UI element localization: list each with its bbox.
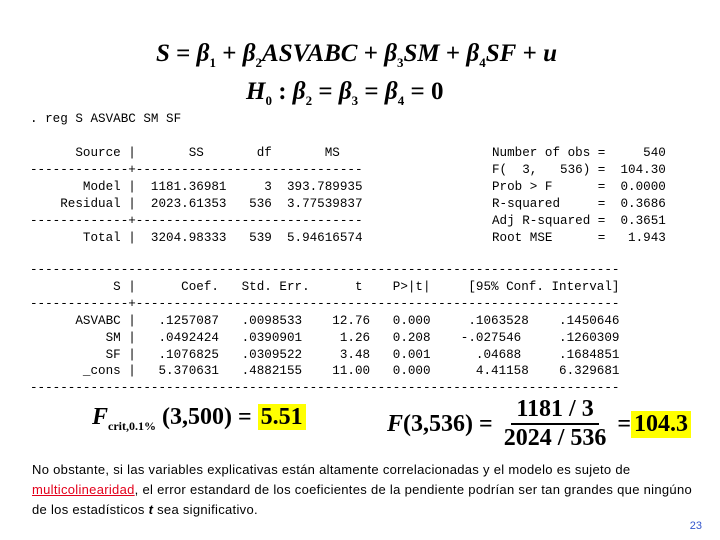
- t-symbol: t: [148, 502, 154, 517]
- anova-row: Residual | 2023.61353 536 3.77539837: [30, 196, 363, 211]
- coef-header-row: S | Coef. Std. Err. t P>|t| [95% Conf. Interval]: [30, 279, 620, 294]
- table-rule: ------------------------------------------------------------------------------: [30, 381, 620, 396]
- table-rule: ------------------------------------------------------------------------------: [30, 263, 620, 277]
- f-numerator: 1181 / 3: [511, 396, 598, 425]
- f-critical-equation: $F_{crit,0.1\%}$ (3,500) = 5.51: [92, 404, 306, 434]
- fit-statistics: [492, 145, 666, 246]
- coef-row-cons: _cons | 5.370631 .4882155 11.00 0.000 4.41158 6.329681: [30, 364, 620, 379]
- fit-stat-row: Prob > F = 0.0000: [492, 179, 666, 194]
- explanation-text: No obstante, si las variables explicativas están altamente correlacionadas y el modelo es sujeto de multicolinearidad, el error estandard de los coeficientes de la pendiente podrían ser tan grandes que ningúno de los estadísticos t sea significativo.: [32, 462, 693, 517]
- f-fraction: [499, 396, 612, 452]
- coef-row-sm: SM | .0492424 .0390901 1.26 0.208 -.027546 .1260309: [30, 330, 620, 345]
- coef-row-sf: SF | .1076825 .0309522 3.48 0.001 .04688 .1684851: [30, 347, 620, 362]
- stata-command: . reg S ASVABC SM SF: [30, 112, 182, 126]
- coef-row-asvabc: ASVABC | .1257087 .0098533 12.76 0.000 .1063528 .1450646: [30, 313, 620, 328]
- f-critical-value: 5.51: [258, 404, 306, 430]
- anova-row: Model | 1181.36981 3 393.789935: [30, 179, 363, 194]
- anova-row: -------------+------------------------------: [30, 162, 363, 177]
- regression-model-equation: $S = \beta_1$ + $\beta_2ASVABC + \beta_3SM + \beta_4SF + u$: [156, 40, 557, 70]
- f-statistic-equation: F (3,536) = $\frac{1181 / 3}{2024 / 536}$ = 104.3: [387, 396, 691, 452]
- f-statistic-value: 104.3: [631, 411, 691, 438]
- fit-stat-row: F( 3, 536) = 104.30: [492, 162, 666, 177]
- anova-table: [30, 145, 363, 246]
- null-hypothesis-equation: $H_0$ : $\beta_2 = \beta_3 = \beta_4 = 0$: [246, 78, 444, 108]
- fit-stat-row: Number of obs = 540: [492, 146, 666, 160]
- fit-stat-row: Adj R-squared = 0.3651: [492, 213, 666, 228]
- fit-stat-row: R-squared = 0.3686: [492, 196, 666, 211]
- anova-row: -------------+------------------------------: [30, 213, 363, 228]
- fit-stat-row: Root MSE = 1.943: [492, 230, 666, 245]
- anova-row: Source | SS df MS: [30, 146, 340, 160]
- page-number: 23: [689, 520, 702, 532]
- coefficient-table: [30, 262, 619, 397]
- multicollinearity-keyword: multicolinearidad: [32, 482, 135, 497]
- f-denominator: 2024 / 536: [503, 425, 607, 451]
- anova-row: Total | 3204.98333 539 5.94616574: [30, 230, 363, 245]
- table-rule: -------------+----------------------------------------------------------------: [30, 296, 620, 311]
